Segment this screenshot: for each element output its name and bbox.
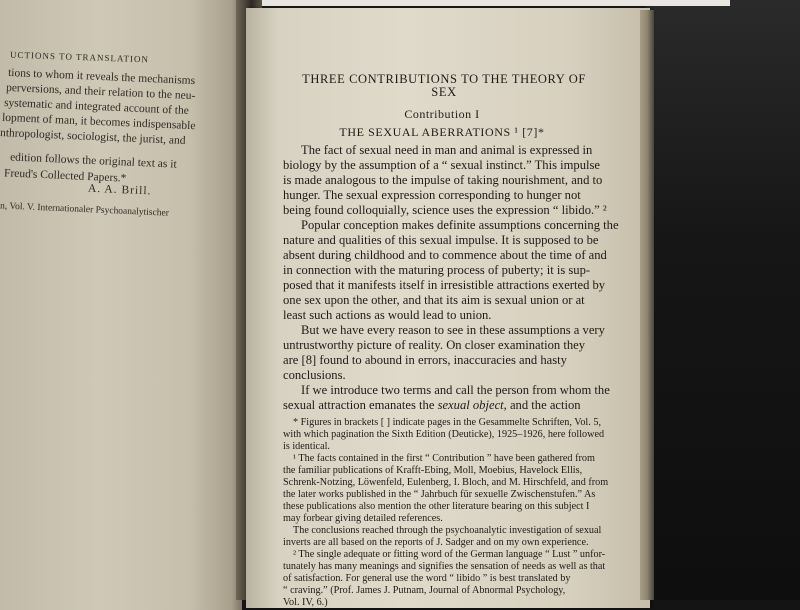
body-line: Popular conception makes definite assumptions concerning the [301,218,619,232]
footnote-line: ² The single adequate or fitting word of the German language “ Lust ” unfor- [293,549,606,560]
body-line: in connection with the maturing process of puberty; it is sup- [283,263,591,277]
body-line: hunger. The sexual expression corresponding to hunger not [283,188,581,202]
body-line: are [8] found to abound in errors, inaccuracies and hasty [283,353,567,367]
body-line: biology by the assumption of a “ sexual instinct.” This impulse [283,158,601,172]
body-line-mixed [283,398,581,413]
body-line: untrustworthy picture of reality. On closer examination they [283,338,586,352]
body-line: nature and qualities of this sexual impulse. It is supposed to be [283,233,599,247]
left-page [0,0,242,610]
footnote-line: Schrenk-Notzing, Löwenfeld, Eulenberg, I. Bloch, and M. Hirschfeld, and from [283,477,609,488]
body-line: conclusions. [283,368,346,382]
footnote-line: Vol. IV, 6.) [283,597,328,608]
left-page-text [0,0,230,600]
footnote-line: the familiar publications of Krafft-Ebing, Moll, Moebius, Havelock Ellis, [283,465,583,476]
chapter-title-line1: THREE CONTRIBUTIONS TO THE THEORY OF [302,72,586,86]
left-line: perversions, and their relation to the neu- [5,81,196,103]
italic-term: sexual object, [437,398,507,412]
dark-fabric-background [646,0,800,600]
footnote-line: ¹ The facts contained in the first “ Contribution ” have been gathered from [293,453,595,464]
body-line: one sex upon the other, and that its aim is sexual union or at [283,293,585,307]
left-signature: A. A. Brill. [87,182,152,198]
left-footnote: n, Vol. V. Internationaler Psychoanalytischer [0,201,170,219]
left-running-header: UCTIONS TO TRANSLATION [9,49,150,65]
body-line: being found colloquially, science uses the expression “ libido.” ² [283,203,607,217]
body-line: posed that it manifests itself in irresistible attractions exerted by [283,278,606,292]
body-line: If we introduce two terms and call the person from whom the [301,383,610,397]
body-text: sexual attraction emanates the [283,398,438,412]
body-line: least such actions as would lead to union. [283,308,492,322]
left-line: systematic and integrated account of the [3,96,190,118]
body-line: is made analogous to the impulse of taking nourishment, and to [283,173,603,187]
footnote-line: the later works published in the “ Jahrbuch für sexuelle Zwischenstufen.” As [283,489,596,500]
body-text: and the action [506,398,581,412]
footnote-line: may forbear giving detailed references. [283,513,443,524]
page-edges [640,10,654,600]
section-heading: THE SEXUAL ABERRATIONS ¹ [7]* [339,125,545,139]
footnote-line: these publications also mention the other literature bearing on this subject I [283,501,590,512]
contribution-heading: Contribution I [404,107,480,121]
footnote-line: * Figures in brackets [ ] indicate pages in the Gesammelte Schriften, Vol. 5, [293,417,602,428]
footnote-line: The conclusions reached through the psychoanalytic investigation of sexual [293,525,602,536]
footnote-line: tunately has many meanings and signifies the sensation of needs as well as that [283,561,606,572]
footnote-line: with which pagination the Sixth Edition (Deuticke), 1925–1926, here followed [283,429,605,440]
chapter-title-line2: SEX [431,85,457,99]
body-line: The fact of sexual need in man and animal is expressed in [301,143,593,157]
left-line: nthropologist, sociologist, the jurist, and [0,126,186,148]
footnote-line: of satisfaction. For general use the word “ libido ” is best translated by [283,573,571,584]
left-line: tions to whom it reveals the mechanisms [7,66,196,88]
body-line: absent during childhood and to commence about the time of and [283,248,607,262]
footnote-line: “ craving.” (Prof. James J. Putnam, Journal of Abnormal Psychology, [283,585,566,596]
left-line: lopment of man, it becomes indispensable [1,111,196,133]
body-line: But we have every reason to see in these assumptions a very [301,323,605,337]
left-line: edition follows the original text as it [9,151,177,171]
footnote-line: is identical. [283,441,330,452]
footnote-line: inverts are all based on the reports of J. Sadger and on my own experience. [283,537,589,548]
left-line: Freud's Collected Papers.* [3,167,127,185]
